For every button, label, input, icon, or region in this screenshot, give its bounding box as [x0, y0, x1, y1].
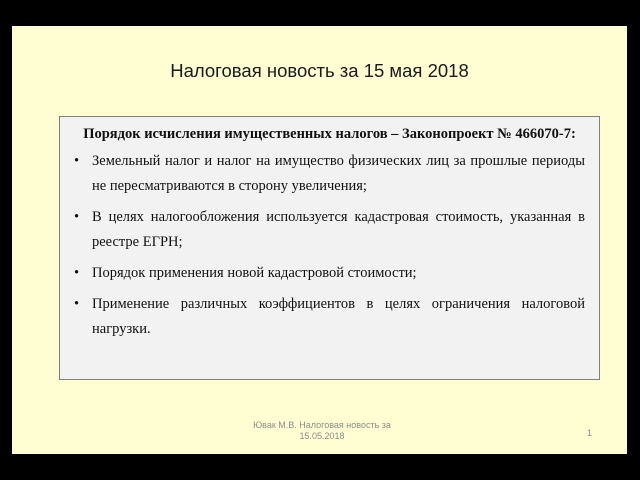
box-heading: Порядок исчисления имущественных налогов – Законопроект № 466070-7: — [83, 126, 576, 142]
footer-line: Ювак М.В. Налоговая новость за — [253, 420, 391, 430]
slide — [12, 26, 627, 454]
bullet-icon: • — [74, 209, 80, 225]
slide-footer — [202, 420, 442, 442]
list-item-text: Порядок применения новой кадастровой стоимости; — [92, 265, 417, 281]
list-item — [74, 292, 585, 342]
footer-line: 15.05.2018 — [299, 431, 345, 441]
bullet-icon: • — [74, 153, 80, 169]
list-item — [74, 261, 585, 286]
slide-title: Налоговая новость за 15 мая 2018 — [170, 60, 469, 81]
bullet-list — [74, 149, 585, 342]
list-item — [74, 149, 585, 199]
content-box — [59, 116, 600, 380]
bullet-icon: • — [74, 296, 80, 312]
list-item-text: Земельный налог и налог на имущество физических лиц за прошлые периоды не пересматриваются в сторону увеличения; — [92, 153, 585, 194]
list-item — [74, 205, 585, 255]
page-number: 1 — [586, 428, 592, 438]
list-item-text: Применение различных коэффициентов в целях ограничения налоговой нагрузки. — [92, 296, 585, 337]
bullet-icon: • — [74, 265, 80, 281]
list-item-text: В целях налогообложения используется кадастровая стоимость, указанная в реестре ЕГРН; — [92, 209, 585, 250]
